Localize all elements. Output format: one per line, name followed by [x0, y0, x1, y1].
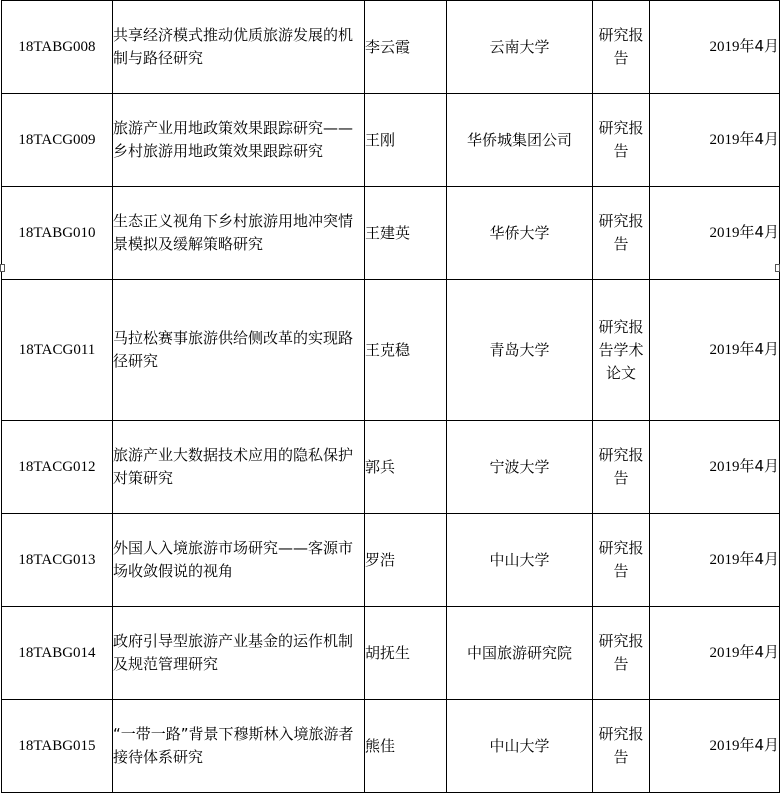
project-unit: 中国旅游研究院	[447, 607, 593, 700]
table-row	[2, 94, 780, 187]
project-code: 18TACG011	[2, 280, 113, 421]
project-title: 生态正义视角下乡村旅游用地冲突情景模拟及缓解策略研究	[113, 187, 365, 280]
table-row	[2, 421, 780, 514]
result-type: 研究报告	[593, 421, 650, 514]
result-type: 研究报告	[593, 94, 650, 187]
project-title: 马拉松赛事旅游供给侧改革的实现路径研究	[113, 280, 365, 421]
completion-date: 2019年4月	[650, 187, 780, 280]
completion-date: 2019年4月	[650, 94, 780, 187]
table-row	[2, 607, 780, 700]
project-unit: 宁波大学	[447, 421, 593, 514]
project-unit: 青岛大学	[447, 280, 593, 421]
project-unit: 中山大学	[447, 514, 593, 607]
table-body	[2, 1, 780, 793]
project-unit: 中山大学	[447, 700, 593, 793]
result-type: 研究报告	[593, 607, 650, 700]
project-title: 旅游产业大数据技术应用的隐私保护对策研究	[113, 421, 365, 514]
project-table	[1, 0, 780, 793]
project-leader: 王建英	[365, 187, 447, 280]
completion-date: 2019年4月	[650, 514, 780, 607]
result-type: 研究报告	[593, 514, 650, 607]
completion-date: 2019年4月	[650, 607, 780, 700]
project-leader: 王刚	[365, 94, 447, 187]
project-code: 18TACG013	[2, 514, 113, 607]
project-leader: 郭兵	[365, 421, 447, 514]
result-type: 研究报告	[593, 187, 650, 280]
completion-date: 2019年4月	[650, 1, 780, 94]
completion-date: 2019年4月	[650, 421, 780, 514]
project-code: 18TABG010	[2, 187, 113, 280]
project-leader: 熊佳	[365, 700, 447, 793]
project-title: 旅游产业用地政策效果跟踪研究——乡村旅游用地政策效果跟踪研究	[113, 94, 365, 187]
project-unit: 云南大学	[447, 1, 593, 94]
project-title: 共享经济模式推动优质旅游发展的机制与路径研究	[113, 1, 365, 94]
result-type: 研究报告	[593, 1, 650, 94]
table-row	[2, 514, 780, 607]
project-leader: 罗浩	[365, 514, 447, 607]
project-code: 18TABG015	[2, 700, 113, 793]
completion-date: 2019年4月	[650, 700, 780, 793]
project-leader: 李云霞	[365, 1, 447, 94]
completion-date: 2019年4月	[650, 280, 780, 421]
project-title: 外国人入境旅游市场研究——客源市场收敛假说的视角	[113, 514, 365, 607]
table-row	[2, 187, 780, 280]
project-title: “一带一路”背景下穆斯林入境旅游者接待体系研究	[113, 700, 365, 793]
project-unit: 华侨城集团公司	[447, 94, 593, 187]
table-row	[2, 700, 780, 793]
project-code: 18TACG012	[2, 421, 113, 514]
table-resize-handle-left[interactable]	[0, 264, 5, 272]
result-type: 研究报告学术论文	[593, 280, 650, 421]
table-row	[2, 280, 780, 421]
project-code: 18TACG009	[2, 94, 113, 187]
table-resize-handle-right[interactable]	[775, 264, 780, 272]
project-code: 18TABG014	[2, 607, 113, 700]
project-title: 政府引导型旅游产业基金的运作机制及规范管理研究	[113, 607, 365, 700]
result-type: 研究报告	[593, 700, 650, 793]
project-leader: 王克稳	[365, 280, 447, 421]
project-leader: 胡抚生	[365, 607, 447, 700]
table-row	[2, 1, 780, 94]
project-unit: 华侨大学	[447, 187, 593, 280]
project-code: 18TABG008	[2, 1, 113, 94]
